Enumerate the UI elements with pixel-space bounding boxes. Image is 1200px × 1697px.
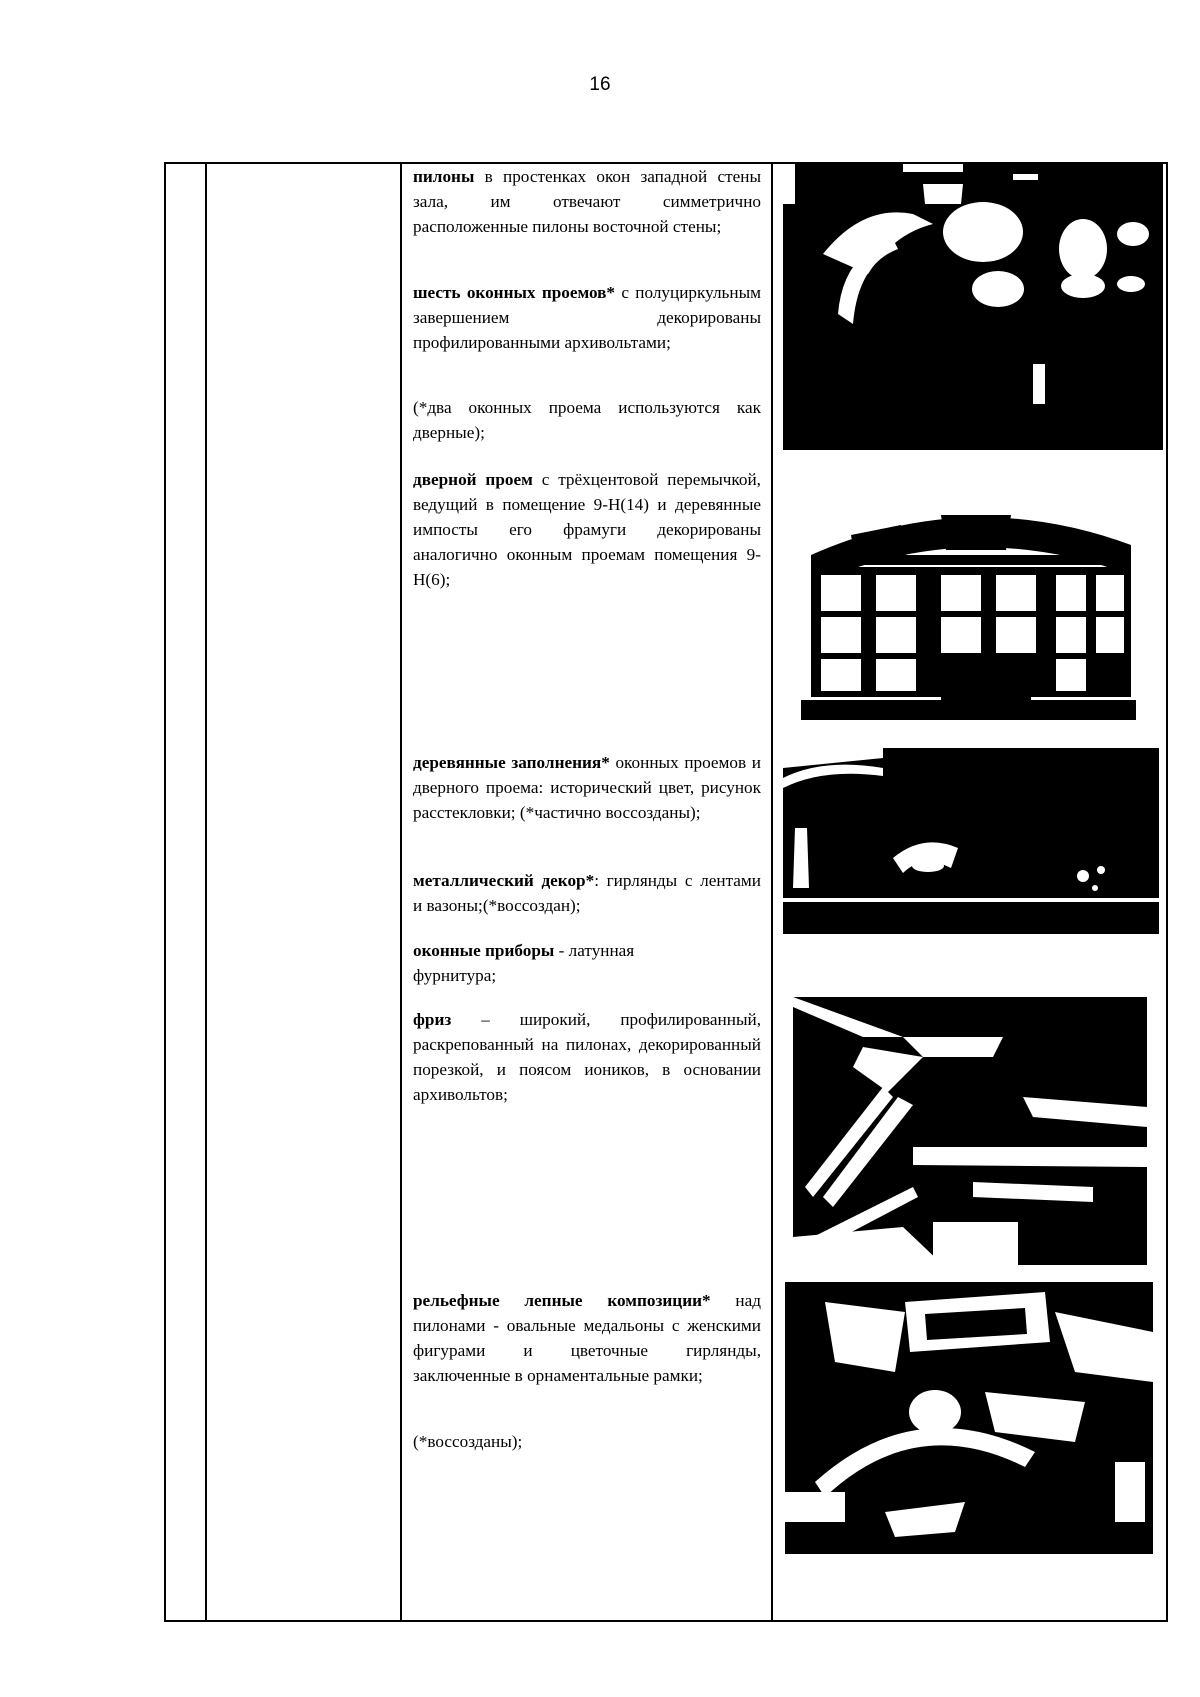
column-divider [205,162,207,1622]
description-column [413,164,761,1620]
term: оконные приборы [413,941,555,960]
paragraph-pylons [413,164,761,239]
column-divider [400,162,402,1622]
paragraph-window-openings [413,280,761,355]
paragraph-wooden-fill [413,750,761,825]
paragraph-text: - латунная фурнитура; [413,941,635,985]
paragraph-text: с полуциркульным завершением декорированы профилированными архивольтами; [413,283,761,352]
paragraph-window-hardware [413,938,703,988]
term: дверной проем [413,470,533,489]
paragraph-text: (*два оконных проема используются как дверные); [413,398,761,442]
photo-frieze [793,997,1147,1265]
paragraph-window-note [413,395,761,445]
term: шесть оконных проемов* [413,283,616,302]
paragraph-text: – широкий, профилированный, раскрепованный на пилонах, декорированный порезкой, и поясом иоников, в основании архивольтов; [413,1010,761,1104]
photo-icon [783,164,1163,450]
paragraph-stucco-note [413,1429,761,1454]
paragraph-text: оконных проемов и дверного проема: исторический цвет, рисунок расстекловки; (*частично воссозданы); [413,753,761,822]
photo-icon [791,495,1146,727]
term: деревянные заполнения* [413,753,610,772]
term: фриз [413,1010,452,1029]
photo-icon [785,1282,1153,1554]
paragraph-text: в простенках окон западной стены зала, им отвечают симметрично расположенные пилоны восточной стены; [413,167,761,236]
term: металлический декор* [413,871,595,890]
photo-icon [783,748,1159,934]
page-number: 16 [589,74,611,95]
paragraph-stucco [413,1288,761,1388]
term: рельефные лепные композиции* [413,1291,711,1310]
photo-window-fill [783,748,1159,934]
paragraph-text: над пилонами - овальные медальоны с женскими фигурами и цветочные гирлянды, заключенные в орнаментальные рамки; [413,1291,761,1385]
column-divider [771,162,773,1622]
photo-chandeliers [783,164,1163,450]
paragraph-doorway [413,467,761,592]
term: пилоны [413,167,475,186]
paragraph-text: (*воссозданы); [413,1432,523,1451]
paragraph-text: : гирлянды с лентами и вазоны;(*воссоздан); [413,871,761,915]
photo-icon [793,997,1147,1265]
paragraph-metal-decor [413,868,761,918]
paragraph-text: с трёхцентовой перемычкой, ведущий в помещение 9-Н(14) и деревянные импосты его фрамуги декорированы аналогично оконным проемам помещения 9-Н(6); [413,470,761,589]
paragraph-frieze [413,1007,761,1107]
photo-stucco [785,1282,1153,1554]
photo-door [791,495,1146,727]
